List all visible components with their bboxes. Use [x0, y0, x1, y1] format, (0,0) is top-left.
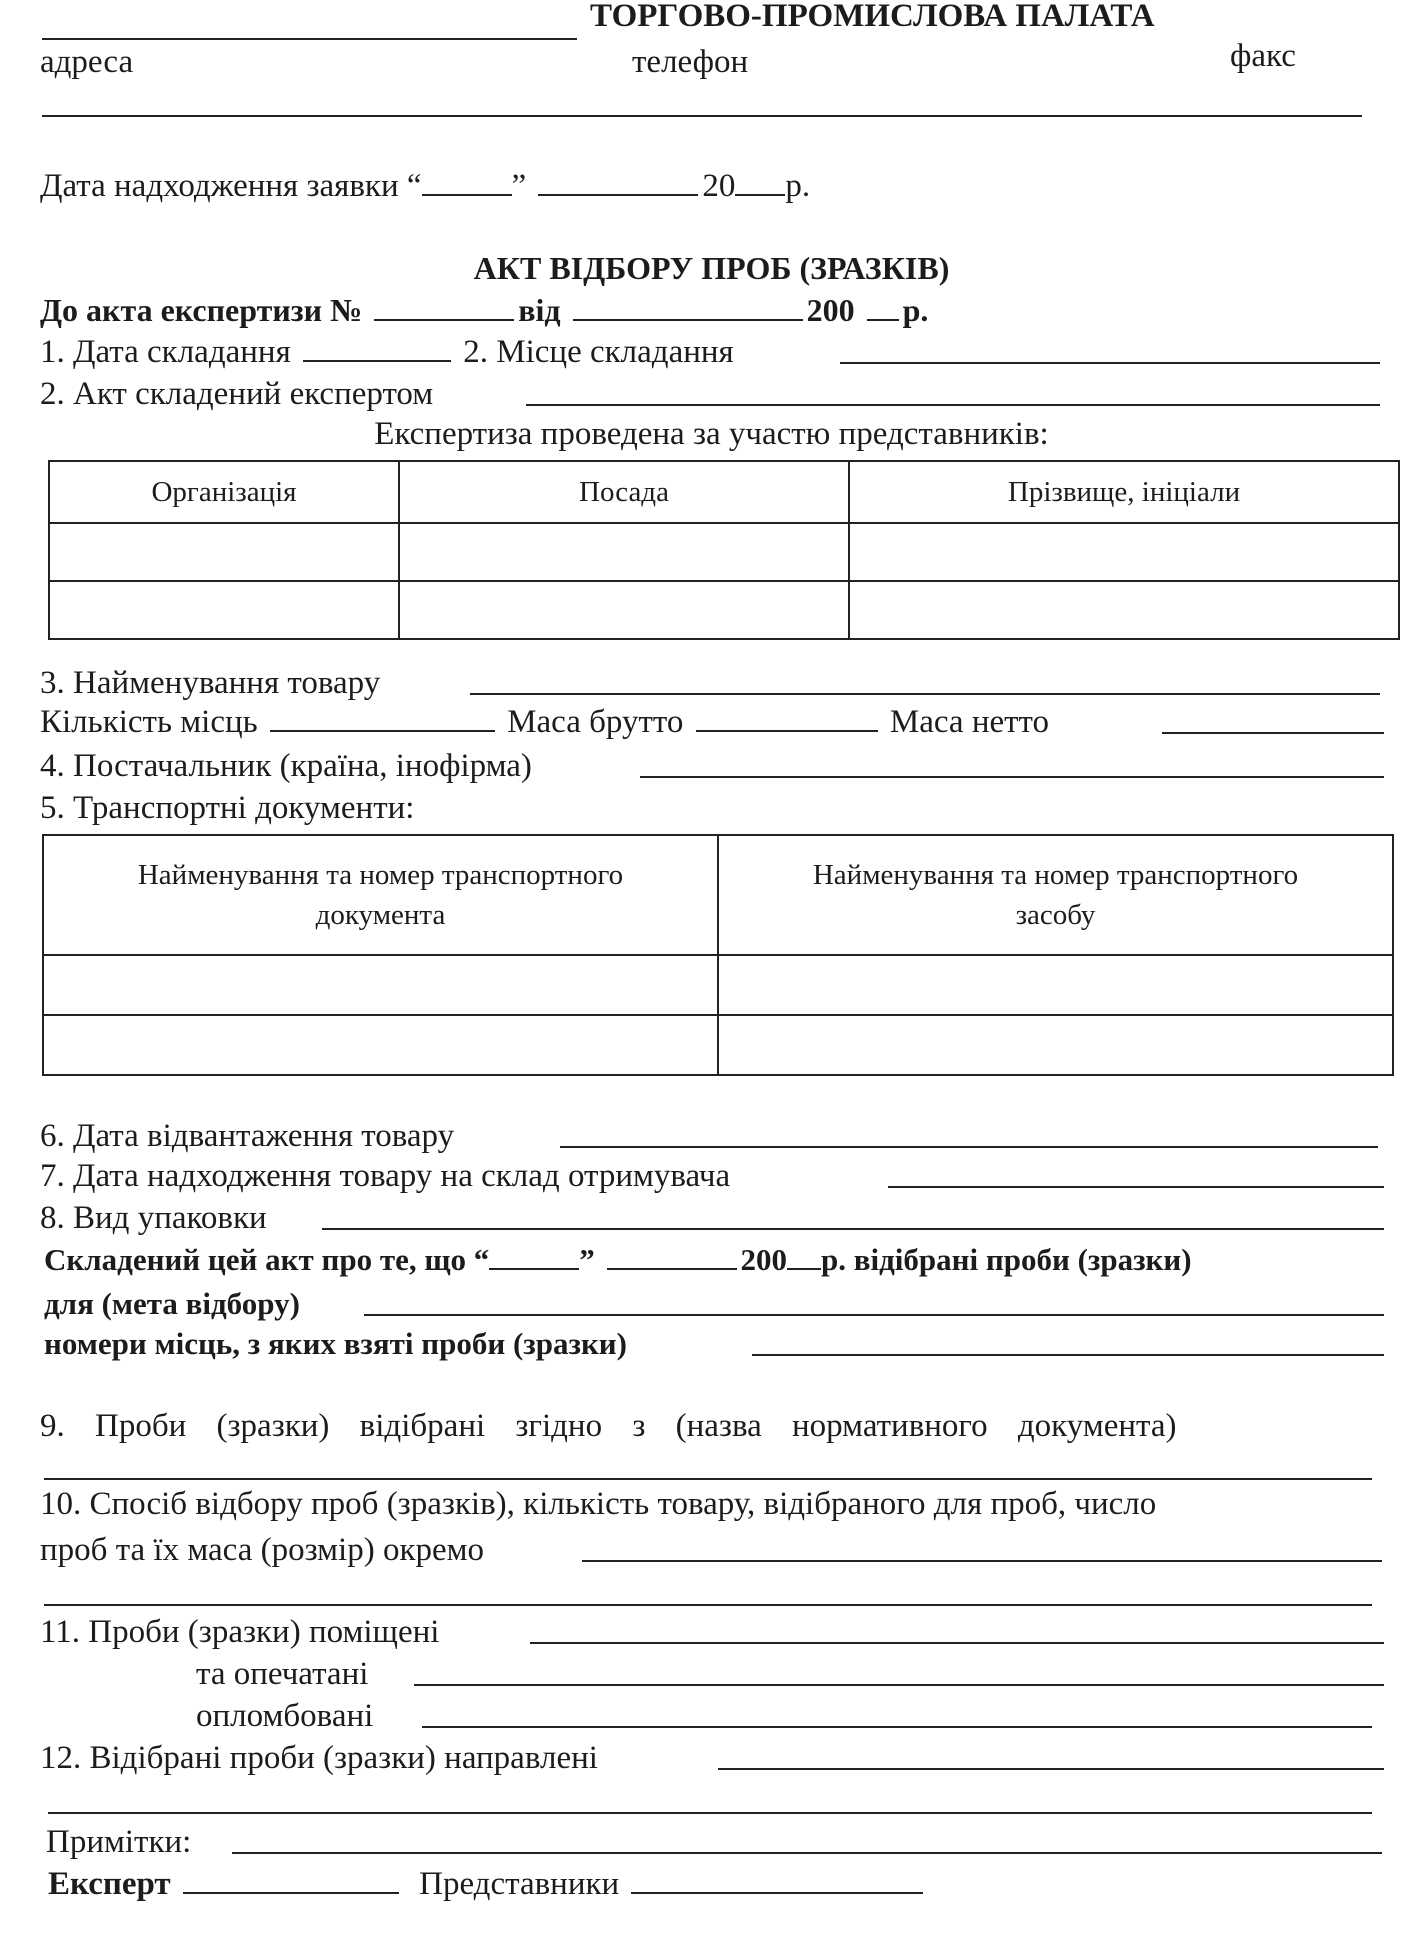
expertise-act-date-field[interactable] [573, 291, 803, 321]
receipt-date-row [40, 166, 810, 206]
transport-cell[interactable] [43, 955, 718, 1015]
net-mass-field[interactable] [1162, 732, 1384, 734]
receipt-date-label: Дата надходження заявки [40, 168, 399, 204]
statement-suffix: р. відібрані проби (зразки) [821, 1242, 1192, 1277]
supplier-field[interactable] [640, 776, 1384, 778]
participants-cell[interactable] [49, 523, 399, 581]
statement-month-field[interactable] [607, 1240, 737, 1270]
participants-header-name: Прізвище, ініціали [849, 461, 1399, 523]
participants-cell[interactable] [849, 581, 1399, 639]
transport-cell[interactable] [43, 1015, 718, 1075]
samples-plombed-label: опломбовані [196, 1698, 374, 1734]
document-title: АКТ ВІДБОРУ ПРОБ (ЗРАЗКІВ) [473, 250, 950, 286]
samples-sealed-field[interactable] [414, 1684, 1384, 1686]
expertise-act-year: 200 [806, 292, 855, 328]
shipment-date-label: 6. Дата відвантаження товару [40, 1118, 455, 1154]
signatures-row [48, 1864, 927, 1904]
statement-prefix: Складений цей акт про те, що [44, 1242, 466, 1277]
receipt-year-suffix: р. [785, 168, 811, 204]
transport-cell[interactable] [718, 955, 1393, 1015]
sampling-method-field[interactable] [582, 1560, 1382, 1562]
receipt-month-field[interactable] [538, 166, 698, 196]
places-count-field[interactable] [270, 702, 495, 732]
statement-open-quote: “ [473, 1242, 490, 1277]
participants-cell[interactable] [849, 523, 1399, 581]
notes-field[interactable] [232, 1852, 1382, 1854]
samples-sent-label: 12. Відібрані проби (зразки) направлені [40, 1740, 598, 1776]
net-mass-label: Маса нетто [889, 704, 1050, 740]
header-address-line[interactable] [42, 115, 1362, 117]
warehouse-arrival-field[interactable] [888, 1186, 1384, 1188]
line1-row [40, 332, 734, 372]
transport-header-document: Найменування та номер транспортного документа [43, 835, 718, 955]
expertise-act-row [40, 290, 928, 330]
normative-document-label: 9. Проби (зразки) відібрані згідно з (назва нормативного документа) [40, 1408, 1177, 1444]
statement-year-field[interactable] [787, 1240, 821, 1270]
packaging-label: 8. Вид упаковки [40, 1200, 267, 1236]
sampling-method-line1: 10. Спосіб відбору проб (зразків), кількість товару, відібраного для проб, число [40, 1486, 1157, 1522]
expertise-act-number-field[interactable] [374, 291, 514, 321]
compile-place-label: 2. Місце складання [463, 334, 734, 370]
statement-row [44, 1240, 1192, 1280]
item3-quantities-row [40, 702, 1049, 742]
representatives-signature-field[interactable] [631, 1864, 923, 1894]
warehouse-arrival-label: 7. Дата надходження товару на склад отримувача [40, 1158, 731, 1194]
receipt-day-field[interactable] [422, 166, 512, 196]
fax-label: факс [1230, 38, 1296, 74]
participants-caption: Експертиза проведена за участю представників: [374, 416, 1049, 452]
compile-date-field[interactable] [303, 332, 451, 362]
expertise-act-from-label: від [518, 292, 561, 328]
notes-label: Примітки: [46, 1824, 192, 1860]
address-label: адреса [40, 44, 134, 80]
gross-mass-field[interactable] [696, 702, 878, 732]
supplier-label: 4. Постачальник (країна, інофірма) [40, 748, 532, 784]
purpose-label: для (мета відбору) [44, 1286, 300, 1321]
participants-cell[interactable] [399, 581, 849, 639]
expert-field[interactable] [526, 404, 1380, 406]
sample-places-field[interactable] [752, 1354, 1384, 1356]
transport-table [42, 834, 1394, 1076]
receipt-open-quote: “ [406, 168, 422, 204]
samples-sealed-label: та опечатані [196, 1656, 369, 1692]
statement-day-field[interactable] [489, 1240, 579, 1270]
samples-placed-label: 11. Проби (зразки) поміщені [40, 1614, 440, 1650]
goods-name-label: 3. Найменування товару [40, 665, 381, 701]
places-count-label: Кількість місць [40, 704, 258, 740]
transport-header-vehicle: Найменування та номер транспортного засобу [718, 835, 1393, 955]
samples-sent-extra-line[interactable] [48, 1812, 1372, 1814]
samples-sent-field[interactable] [718, 1768, 1384, 1770]
compile-place-field[interactable] [840, 362, 1380, 364]
table-row [49, 581, 1399, 639]
expertise-act-year-suffix: р. [902, 292, 929, 328]
phone-label: телефон [632, 44, 749, 80]
table-row [43, 1015, 1393, 1075]
transport-cell[interactable] [718, 1015, 1393, 1075]
participants-header-organization: Організація [49, 461, 399, 523]
participants-header-position: Посада [399, 461, 849, 523]
participants-table [48, 460, 1400, 640]
participants-cell[interactable] [399, 523, 849, 581]
expert-signature-label: Експерт [48, 1866, 171, 1902]
receipt-year-field[interactable] [735, 166, 785, 196]
gross-mass-label: Маса брутто [507, 704, 684, 740]
statement-close-quote: ” [579, 1242, 595, 1277]
representatives-label: Представники [419, 1866, 620, 1902]
purpose-field[interactable] [364, 1314, 1384, 1316]
sampling-method-extra-line[interactable] [44, 1604, 1372, 1606]
samples-placed-field[interactable] [530, 1642, 1384, 1644]
statement-year: 200 [740, 1242, 787, 1277]
sample-places-label: номери місць, з яких взяті проби (зразки) [44, 1326, 627, 1361]
transport-documents-label: 5. Транспортні документи: [40, 790, 415, 826]
goods-name-field[interactable] [470, 693, 1380, 695]
compile-date-label: 1. Дата складання [40, 334, 291, 370]
normative-document-field[interactable] [44, 1478, 1372, 1480]
table-row [49, 523, 1399, 581]
organization-name-line[interactable] [42, 38, 577, 40]
packaging-field[interactable] [322, 1228, 1384, 1230]
table-row [43, 955, 1393, 1015]
receipt-year-prefix: 20 [702, 168, 736, 204]
expert-signature-field[interactable] [183, 1864, 399, 1894]
chamber-title: ТОРГОВО-ПРОМИСЛОВА ПАЛАТА [590, 0, 1155, 34]
shipment-date-field[interactable] [560, 1146, 1378, 1148]
participants-cell[interactable] [49, 581, 399, 639]
samples-plombed-field[interactable] [422, 1726, 1372, 1728]
expertise-act-label: До акта експертизи № [40, 292, 363, 328]
sampling-method-line2: проб та їх маса (розмір) окремо [40, 1532, 485, 1568]
receipt-close-quote: ” [511, 168, 527, 204]
expertise-act-year-field[interactable] [867, 291, 899, 321]
expert-label: 2. Акт складений експертом [40, 376, 434, 412]
